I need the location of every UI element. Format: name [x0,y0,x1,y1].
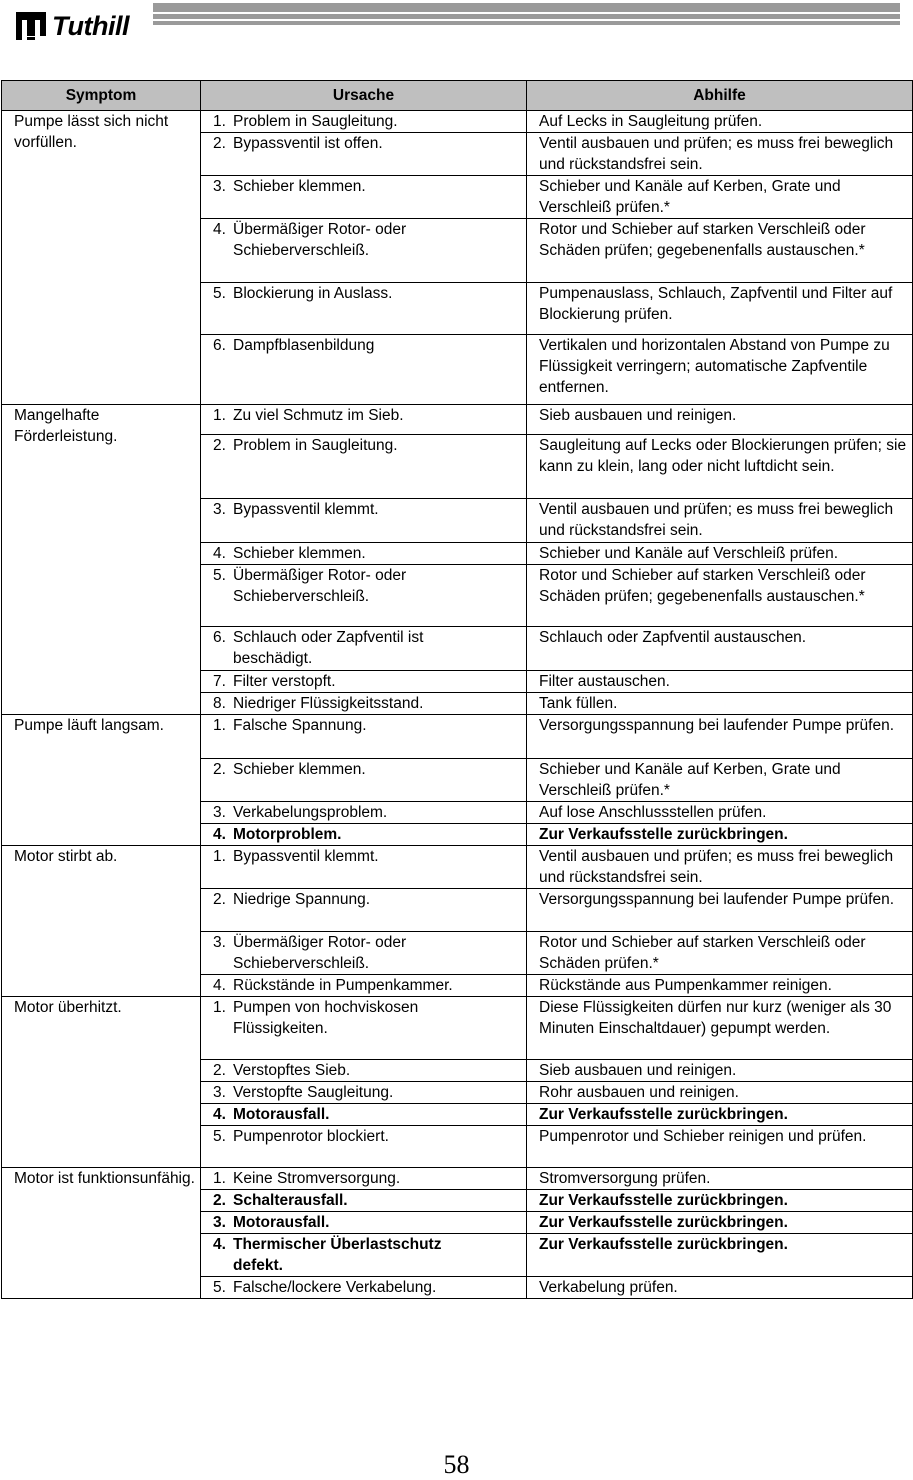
cause-cell [201,1168,527,1190]
remedy-cell: Schieber und Kanäle auf Kerben, Grate und Verschleiß prüfen.* [527,176,913,219]
cause-text: Pumpenrotor blockiert. [233,1128,389,1145]
cause-text-continued: Schieberverschleiß. [233,242,370,259]
cause-cell [201,846,527,889]
cause-text: Übermäßiger Rotor- oder [233,934,407,951]
remedy-cell: Rotor und Schieber auf starken Verschleiß oder Schäden prüfen; gegebenenfalls austauschen.* [527,565,913,627]
cause-cell [201,543,527,565]
table-row [2,715,913,759]
cause-number: 8. [213,695,226,712]
cause-text: Übermäßiger Rotor- oder [233,567,407,584]
cause-text-continued: Flüssigkeiten. [233,1020,328,1037]
cause-number: 1. [213,999,226,1016]
cause-cell [201,111,527,133]
cause-text: Schalterausfall. [233,1192,348,1209]
page-number: 58 [443,1450,470,1479]
cause-number: 4. [213,1236,226,1253]
cause-number: 2. [213,761,226,778]
cause-number: 4. [213,1106,226,1123]
cause-text: Blockierung in Auslass. [233,285,393,302]
cause-cell [201,889,527,932]
cause-cell [201,1126,527,1168]
remedy-cell: Ventil ausbauen und prüfen; es muss frei beweglich und rückstandsfrei sein. [527,499,913,543]
cause-text: Bypassventil klemmt. [233,501,379,518]
cause-text: Verkabelungsproblem. [233,804,388,821]
cause-number: 7. [213,673,226,690]
header-cause: Ursache [201,81,527,111]
logo-text: Tuthill [52,10,129,41]
remedy-cell: Zur Verkaufsstelle zurückbringen. [527,1104,913,1126]
cause-cell [201,435,527,499]
brand-logo [14,8,129,44]
cause-text: Zu viel Schmutz im Sieb. [233,407,404,424]
cause-text: Schieber klemmen. [233,545,366,562]
symptom-cell: Mangelhafte Förderleistung. [2,405,201,715]
cause-text: Niedriger Flüssigkeitsstand. [233,695,424,712]
cause-text-continued: Schieberverschleiß. [233,588,370,605]
cause-number: 1. [213,407,226,424]
cause-number: 5. [213,567,226,584]
cause-cell [201,1234,527,1277]
cause-number: 4. [213,221,226,238]
cause-number: 2. [213,1192,226,1209]
cause-cell [201,715,527,759]
cause-text: Falsche/lockere Verkabelung. [233,1279,437,1296]
cause-cell [201,627,527,671]
table-row [2,405,913,435]
cause-number: 3. [213,501,226,518]
cause-number: 1. [213,848,226,865]
cause-text: Rückstände in Pumpenkammer. [233,977,453,994]
cause-cell [201,499,527,543]
cause-text: Dampfblasenbildung [233,337,375,354]
remedy-cell: Zur Verkaufsstelle zurückbringen. [527,1234,913,1277]
tuthill-logo-icon [14,10,48,42]
remedy-cell: Rückstände aus Pumpenkammer reinigen. [527,975,913,997]
header-remedy: Abhilfe [527,81,913,111]
cause-text-continued: Schieberverschleiß. [233,955,370,972]
cause-cell [201,671,527,693]
cause-text: Motorausfall. [233,1106,330,1123]
cause-text-continued: beschädigt. [233,650,313,667]
cause-text: Thermischer Überlastschutz [233,1236,442,1253]
cause-text: Niedrige Spannung. [233,891,371,908]
cause-number: 6. [213,337,226,354]
cause-cell [201,176,527,219]
cause-number: 5. [213,1128,226,1145]
remedy-cell: Zur Verkaufsstelle zurückbringen. [527,824,913,846]
cause-text: Verstopfte Saugleitung. [233,1084,394,1101]
remedy-cell: Tank füllen. [527,693,913,715]
cause-number: 6. [213,629,226,646]
cause-number: 3. [213,1084,226,1101]
cause-number: 2. [213,1062,226,1079]
cause-cell [201,405,527,435]
remedy-cell: Pumpenrotor und Schieber reinigen und prüfen. [527,1126,913,1168]
cause-number: 1. [213,1170,226,1187]
cause-text: Keine Stromversorgung. [233,1170,401,1187]
cause-text: Filter verstopft. [233,673,336,690]
cause-text: Schlauch oder Zapfventil ist [233,629,424,646]
remedy-cell: Verkabelung prüfen. [527,1277,913,1299]
cause-number: 3. [213,934,226,951]
cause-text: Falsche Spannung. [233,717,367,734]
remedy-cell: Ventil ausbauen und prüfen; es muss frei beweglich und rückstandsfrei sein. [527,133,913,176]
cause-text: Bypassventil ist offen. [233,135,383,152]
remedy-cell: Rotor und Schieber auf starken Verschleiß oder Schäden prüfen.* [527,932,913,975]
cause-text: Pumpen von hochviskosen [233,999,419,1016]
cause-cell [201,1190,527,1212]
symptom-cell: Pumpe läuft langsam. [2,715,201,846]
cause-number: 3. [213,804,226,821]
cause-text: Problem in Saugleitung. [233,437,398,454]
cause-cell [201,1060,527,1082]
remedy-cell: Auf Lecks in Saugleitung prüfen. [527,111,913,133]
cause-text: Problem in Saugleitung. [233,113,398,130]
remedy-cell: Pumpenauslass, Schlauch, Zapfventil und Filter auf Blockierung prüfen. [527,283,913,335]
cause-text-continued: defekt. [233,1257,283,1274]
remedy-cell: Diese Flüssigkeiten dürfen nur kurz (weniger als 30 Minuten Einschaltdauer) gepumpt werden. [527,997,913,1060]
cause-text: Bypassventil klemmt. [233,848,379,865]
remedy-cell: Rotor und Schieber auf starken Verschleiß oder Schäden prüfen; gegebenenfalls austauschen.* [527,219,913,283]
remedy-cell: Versorgungsspannung bei laufender Pumpe prüfen. [527,715,913,759]
symptom-cell: Motor stirbt ab. [2,846,201,997]
remedy-cell: Filter austauschen. [527,671,913,693]
cause-cell [201,1082,527,1104]
symptom-cell: Motor überhitzt. [2,997,201,1168]
cause-cell [201,802,527,824]
table-row [2,846,913,889]
cause-number: 1. [213,113,226,130]
remedy-cell: Zur Verkaufsstelle zurückbringen. [527,1190,913,1212]
cause-number: 2. [213,437,226,454]
table-row [2,111,913,133]
cause-number: 3. [213,1214,226,1231]
header-decorative-bars [153,3,900,27]
cause-cell [201,693,527,715]
remedy-cell: Versorgungsspannung bei laufender Pumpe prüfen. [527,889,913,932]
cause-cell [201,997,527,1060]
cause-number: 2. [213,891,226,908]
remedy-cell: Sieb ausbauen und reinigen. [527,1060,913,1082]
cause-cell [201,133,527,176]
remedy-cell: Schieber und Kanäle auf Kerben, Grate und Verschleiß prüfen.* [527,759,913,802]
cause-cell [201,335,527,405]
cause-cell [201,565,527,627]
cause-number: 4. [213,545,226,562]
remedy-cell: Ventil ausbauen und prüfen; es muss frei beweglich und rückstandsfrei sein. [527,846,913,889]
cause-text: Übermäßiger Rotor- oder [233,221,407,238]
troubleshooting-table [1,80,913,1299]
remedy-cell: Sieb ausbauen und reinigen. [527,405,913,435]
header-symptom: Symptom [2,81,201,111]
cause-cell [201,1104,527,1126]
remedy-cell: Vertikalen und horizontalen Abstand von Pumpe zu Flüssigkeit verringern; automatische Zapfventile entfernen. [527,335,913,405]
cause-number: 3. [213,178,226,195]
remedy-cell: Auf lose Anschlussstellen prüfen. [527,802,913,824]
cause-cell [201,1277,527,1299]
cause-cell [201,932,527,975]
cause-number: 1. [213,717,226,734]
cause-cell [201,759,527,802]
remedy-cell: Schieber und Kanäle auf Verschleiß prüfen. [527,543,913,565]
cause-number: 4. [213,977,226,994]
cause-text: Verstopftes Sieb. [233,1062,351,1079]
symptom-cell: Motor ist funktionsunfähig. [2,1168,201,1299]
cause-number: 5. [213,285,226,302]
table-row [2,1168,913,1190]
cause-text: Motorausfall. [233,1214,330,1231]
cause-text: Schieber klemmen. [233,761,366,778]
remedy-cell: Saugleitung auf Lecks oder Blockierungen prüfen; sie kann zu klein, lang oder nicht luftdicht sein. [527,435,913,499]
cause-cell [201,1212,527,1234]
cause-text: Schieber klemmen. [233,178,366,195]
cause-number: 2. [213,135,226,152]
remedy-cell: Schlauch oder Zapfventil austauschen. [527,627,913,671]
cause-cell [201,824,527,846]
cause-text: Motorproblem. [233,826,342,843]
cause-cell [201,975,527,997]
cause-number: 5. [213,1279,226,1296]
table-header-row [2,81,913,111]
table-row [2,997,913,1060]
remedy-cell: Rohr ausbauen und reinigen. [527,1082,913,1104]
symptom-cell: Pumpe lässt sich nicht vorfüllen. [2,111,201,405]
remedy-cell: Zur Verkaufsstelle zurückbringen. [527,1212,913,1234]
remedy-cell: Stromversorgung prüfen. [527,1168,913,1190]
cause-cell [201,219,527,283]
cause-number: 4. [213,826,226,843]
cause-cell [201,283,527,335]
